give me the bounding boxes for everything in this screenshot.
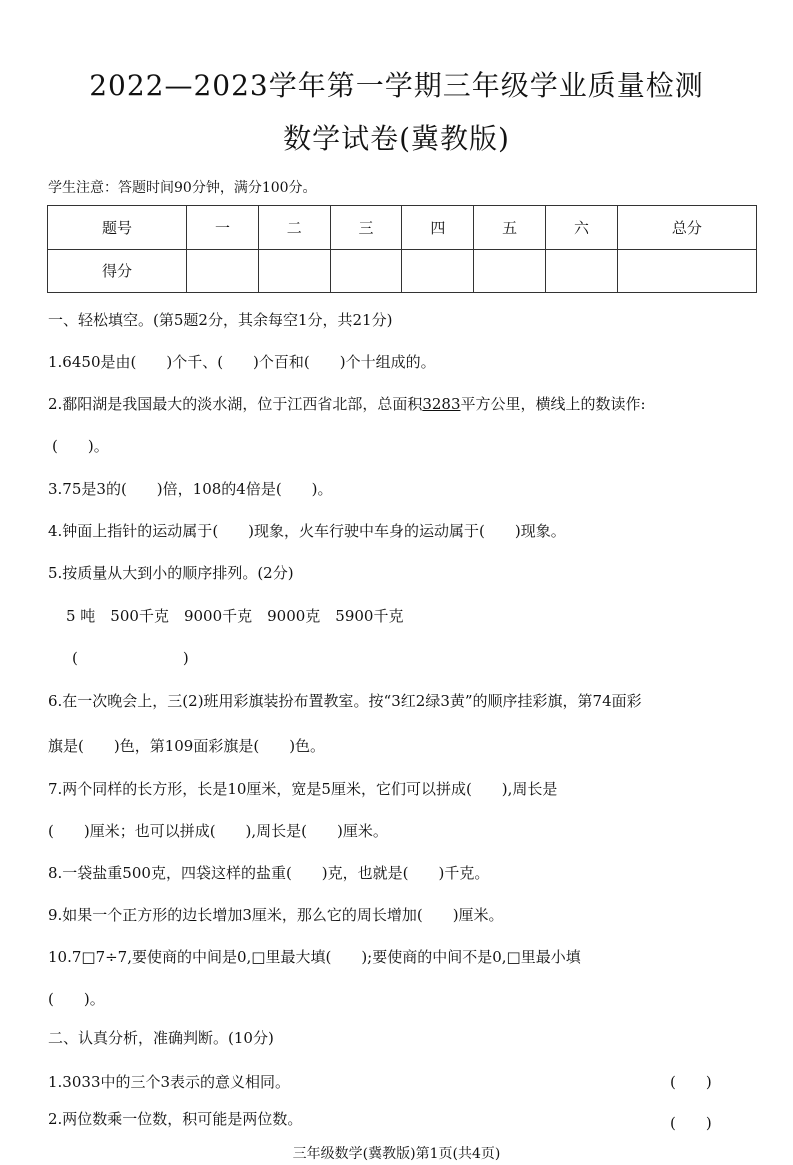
question-1-7-line2: ( )厘米；也可以拼成( ),周长是( )厘米。 [48, 822, 388, 840]
student-notice: 学生注意：答题时间90分钟，满分100分。 [48, 180, 317, 196]
score-cell[interactable] [330, 249, 402, 293]
score-table-score-row [48, 249, 757, 293]
score-row-label: 得分 [48, 249, 187, 293]
header-cell: 一 [187, 206, 259, 250]
score-table [47, 205, 757, 293]
q2-text-post: 平方公里，横线上的数读作: [460, 395, 646, 413]
question-2-1: 1.3033中的三个3表示的意义相同。 [48, 1073, 291, 1091]
question-1-9: 9.如果一个正方形的边长增加3厘米，那么它的周长增加( )厘米。 [48, 906, 504, 924]
question-1-10-line2: ( )。 [48, 990, 105, 1008]
score-cell[interactable] [258, 249, 330, 293]
header-cell: 总分 [617, 206, 756, 250]
question-1-6-line2: 旗是( )色，第109面彩旗是( )色。 [48, 737, 326, 755]
question-1-7-line1: 7.两个同样的长方形，长是10厘米，宽是5厘米，它们可以拼成( ),周长是 [48, 780, 558, 798]
header-cell: 三 [330, 206, 402, 250]
score-cell[interactable] [402, 249, 474, 293]
header-cell: 六 [546, 206, 618, 250]
header-cell: 五 [474, 206, 546, 250]
score-cell[interactable] [474, 249, 546, 293]
header-cell: 题号 [48, 206, 187, 250]
exam-subtitle: 数学试卷(冀教版) [283, 122, 510, 155]
q2-text-pre: 2.鄱阳湖是我国最大的淡水湖，位于江西省北部，总面积 [48, 395, 423, 413]
question-2-2: 2.两位数乘一位数，积可能是两位数。 [48, 1110, 303, 1128]
answer-paren-2-1[interactable]: ( ) [670, 1073, 712, 1091]
question-1-3: 3.75是3的( )倍，108的4倍是( )。 [48, 480, 333, 498]
question-1-10-line1: 10.7□7÷7,要使商的中间是0,□里最大填( );要使商的中间不是0,□里最小填 [48, 948, 581, 966]
question-1-5: 5.按质量从大到小的顺序排列。(2分) [48, 564, 294, 582]
score-cell[interactable] [187, 249, 259, 293]
answer-paren-2-2[interactable]: ( ) [670, 1114, 712, 1132]
header-cell: 二 [258, 206, 330, 250]
score-cell[interactable] [617, 249, 756, 293]
question-1-8: 8.一袋盐重500克，四袋这样的盐重( )克，也就是( )千克。 [48, 864, 490, 882]
question-1-4: 4.钟面上指针的运动属于( )现象，火车行驶中车身的运动属于( )现象。 [48, 522, 566, 540]
question-1-5-answer: ( ) [72, 649, 189, 667]
header-cell: 四 [402, 206, 474, 250]
question-1-1: 1.6450是由( )个千、( )个百和( )个十组成的。 [48, 353, 436, 371]
section1-heading: 一、轻松填空。(第5题2分，其余每空1分，共21分) [48, 311, 393, 329]
page-footer: 三年级数学(冀教版)第1页(共4页) [292, 1146, 501, 1162]
question-1-6-line1: 6.在一次晚会上，三(2)班用彩旗装扮布置教室。按“3红2绿3黄”的顺序挂彩旗，第74面彩 [48, 692, 642, 710]
score-cell[interactable] [546, 249, 618, 293]
score-table-header-row [48, 206, 757, 250]
question-1-2 [48, 393, 646, 414]
q2-underlined-number: 3283 [422, 395, 461, 413]
question-1-2-blank: ( )。 [52, 437, 109, 455]
section2-heading: 二、认真分析，准确判断。(10分) [48, 1029, 274, 1047]
exam-title: 2022—2023学年第一学期三年级学业质量检测 [89, 69, 704, 102]
question-1-5-items: 5 吨 500千克 9000千克 9000克 5900千克 [66, 607, 404, 625]
